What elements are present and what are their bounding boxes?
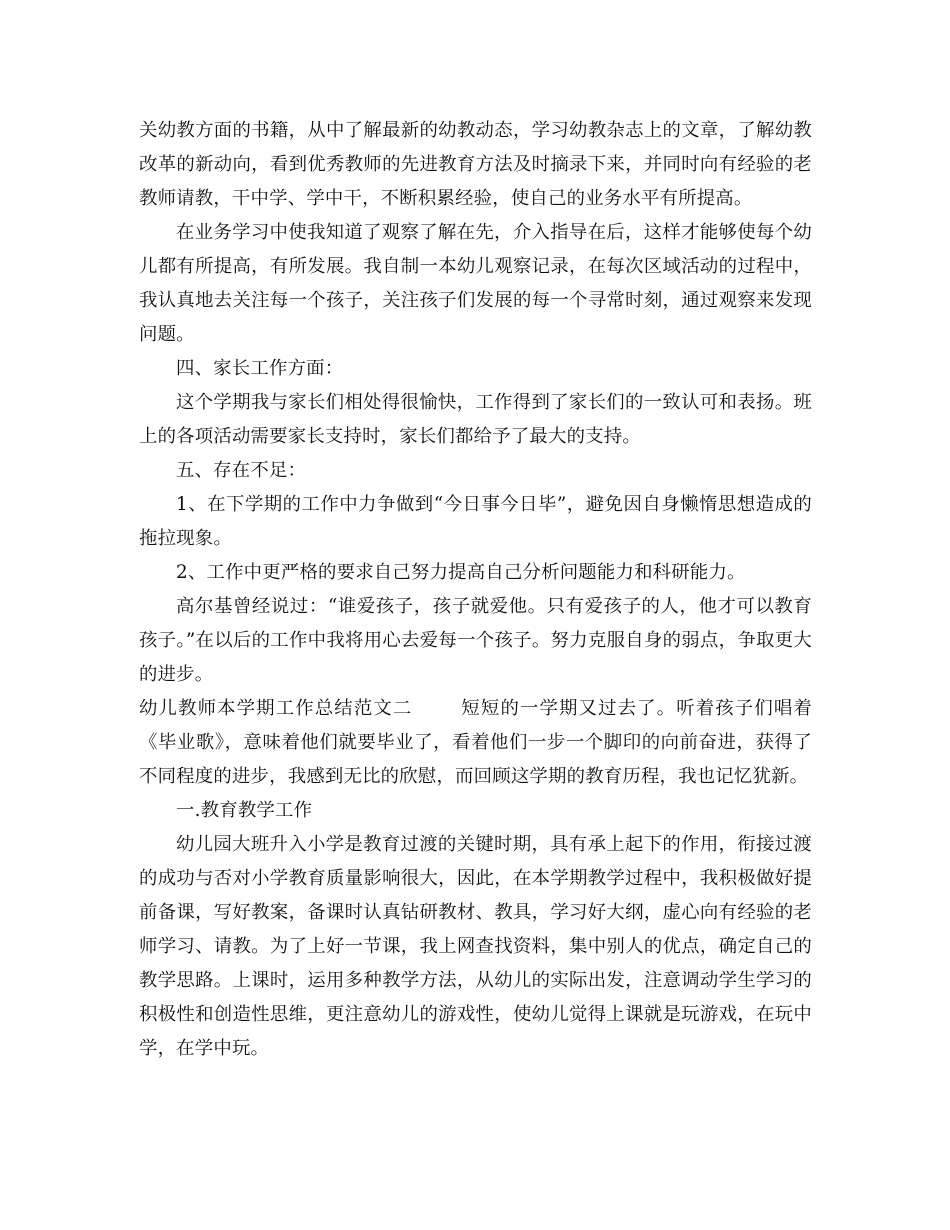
paragraph-shortcoming-2: 2、工作中更严格的要求自己努力提高自己分析问题能力和科研能力。 xyxy=(176,562,746,583)
document-page xyxy=(139,114,812,1066)
section-title: 幼儿教师本学期工作总结范文二 xyxy=(139,698,413,719)
heading-shortcomings: 五、存在不足： xyxy=(176,460,307,481)
paragraph-shortcoming-1: 1、在下学期的工作中力争做到“今日事今日毕”，避免因自身懒惰思想造成的拖拉现象。 xyxy=(139,494,812,549)
paragraph-parent-work: 这个学期我与家长们相处得很愉快，工作得到了家长们的一致认可和表扬。班上的各项活动需要家长支持时，家长们都给予了最大的支持。 xyxy=(139,392,812,447)
paragraph-gorky-quote: 高尔基曾经说过：“谁爱孩子，孩子就爱他。只有爱孩子的人，他才可以教育孩子。”在以后的工作中我将用心去爱每一个孩子。努力克服自身的弱点，争取更大的进步。 xyxy=(139,596,812,685)
heading-parent-work: 四、家长工作方面： xyxy=(176,358,344,379)
paragraph-business-study: 在业务学习中使我知道了观察了解在先，介入指导在后，这样才能够使每个幼儿都有所提高，有所发展。我自制一本幼儿观察记录，在每次区域活动的过程中，我认真地去关注每一个孩子，关注孩子们发展的每一个寻常时刻，通过观察来发现问题。 xyxy=(139,222,812,345)
paragraph-teaching-work: 幼儿园大班升入小学是教育过渡的关键时期，具有承上起下的作用，衔接过渡的成功与否对小学教育质量影响很大，因此，在本学期教学过程中，我积极做好提前备课，写好教案，备课时认真钻研教材、教具，学习好大纲，虚心向有经验的老师学习、请教。为了上好一节课，我上网查找资料，集中别人的优点，确定自己的教学思路。上课时，运用多种教学方法，从幼儿的实际出发，注意调动学生学习的积极性和创造性思维，更注意幼儿的游戏性，使幼儿觉得上课就是玩游戏，在玩中学，在学中玩。 xyxy=(139,834,812,1059)
section-two xyxy=(139,692,812,794)
section-intro: 短短的一学期又过去了。听着孩子们唱着《毕业歌》，意味着他们就要毕业了，看着他们一步一个脚印的向前奋进，获得了不同程度的进步，我感到无比的欣慰，而回顾这学期的教育历程，我也记忆犹新。 xyxy=(139,698,812,787)
subheading-teaching-work: 一.教育教学工作 xyxy=(176,800,313,821)
paragraph-continued: 关幼教方面的书籍，从中了解最新的幼教动态，学习幼教杂志上的文章，了解幼教改革的新动向，看到优秀教师的先进教育方法及时摘录下来，并同时向有经验的老教师请教，干中学、学中干，不断积累经验，使自己的业务水平有所提高。 xyxy=(139,120,812,209)
